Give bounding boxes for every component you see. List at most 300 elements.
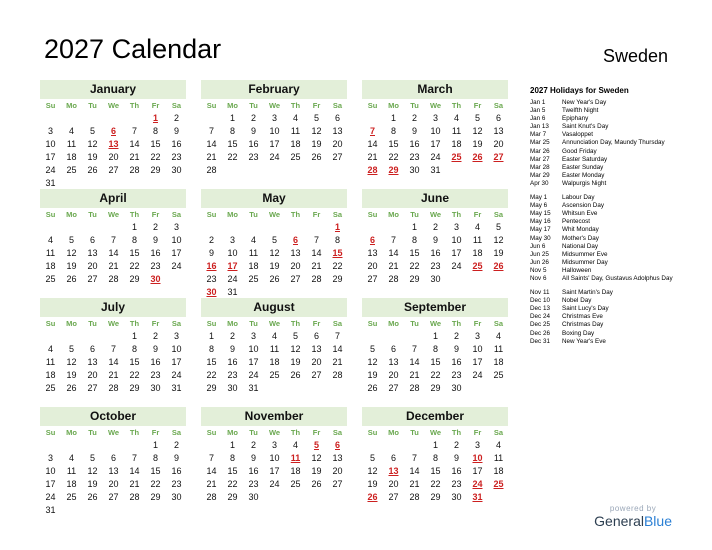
month-september <box>362 298 508 395</box>
day-cell: 21 <box>409 479 420 489</box>
day-cell: 13 <box>87 248 98 258</box>
day-cell: 12 <box>311 126 322 136</box>
day-cell: 29 <box>430 383 441 393</box>
day-cell: 21 <box>206 479 217 489</box>
day-cell: 2 <box>453 331 459 341</box>
day-cell: 9 <box>208 248 214 258</box>
day-cell: 9 <box>453 453 459 463</box>
holiday-day-cell: 26 <box>493 261 504 271</box>
holiday-date: Mar 25 <box>530 139 550 147</box>
day-cell: 15 <box>227 139 238 149</box>
holiday-date: Dec 26 <box>530 329 550 337</box>
day-cell: 31 <box>430 165 441 175</box>
day-cell: 7 <box>313 235 319 245</box>
day-cell: 21 <box>129 479 140 489</box>
day-cell: 26 <box>311 479 322 489</box>
day-cell: 5 <box>89 453 95 463</box>
weekday-label: Mo <box>388 319 399 328</box>
day-cell: 12 <box>367 466 378 476</box>
day-cell: 4 <box>495 331 501 341</box>
day-cell: 23 <box>171 152 182 162</box>
day-cell: 4 <box>271 331 277 341</box>
day-cell: 2 <box>229 331 235 341</box>
day-cell: 25 <box>45 274 56 284</box>
holiday-name: Walpurgis Night <box>562 179 607 187</box>
holiday-day-cell: 1 <box>152 113 158 123</box>
day-cell: 23 <box>248 479 259 489</box>
day-cell: 21 <box>388 261 399 271</box>
day-cell: 29 <box>150 165 161 175</box>
holiday-name: Saint Knut's Day <box>562 123 609 131</box>
day-cell: 24 <box>269 152 280 162</box>
weekday-label: Fr <box>151 101 160 110</box>
day-cell: 23 <box>171 479 182 489</box>
day-cell: 18 <box>45 261 56 271</box>
day-cell: 16 <box>430 248 441 258</box>
day-cell: 31 <box>45 505 56 515</box>
weekday-label: We <box>268 210 281 219</box>
day-cell: 5 <box>292 331 298 341</box>
day-cell: 3 <box>47 453 53 463</box>
weekday-label: Su <box>45 101 56 110</box>
day-cell: 12 <box>472 126 483 136</box>
day-grid <box>362 426 508 504</box>
day-cell: 17 <box>269 139 280 149</box>
empty-cell <box>264 221 285 234</box>
day-cell: 10 <box>171 344 182 354</box>
weekday-label: Su <box>45 319 56 328</box>
day-cell: 1 <box>152 440 158 450</box>
holiday-date: May 16 <box>530 218 551 226</box>
day-cell: 18 <box>45 370 56 380</box>
day-cell: 23 <box>451 479 462 489</box>
day-cell: 28 <box>129 165 140 175</box>
day-cell: 31 <box>171 383 182 393</box>
day-cell: 27 <box>87 383 98 393</box>
day-cell: 1 <box>390 113 396 123</box>
day-cell: 26 <box>87 165 98 175</box>
day-cell: 29 <box>206 383 217 393</box>
weekday-label: Th <box>451 210 462 219</box>
day-cell: 26 <box>290 370 301 380</box>
day-cell: 30 <box>248 492 259 502</box>
empty-cell <box>61 112 82 125</box>
empty-cell <box>222 221 243 234</box>
holiday-name: Epiphany <box>562 115 589 123</box>
weekday-label: Sa <box>493 210 504 219</box>
weekday-label: Tu <box>410 428 419 437</box>
day-cell: 11 <box>269 344 280 354</box>
weekday-label: Mo <box>227 101 238 110</box>
weekday-label: Sa <box>493 319 504 328</box>
day-cell: 23 <box>430 261 441 271</box>
day-cell: 16 <box>171 466 182 476</box>
day-cell: 3 <box>474 331 480 341</box>
day-cell: 23 <box>409 152 420 162</box>
day-cell: 11 <box>45 248 56 258</box>
day-cell: 24 <box>171 370 182 380</box>
holiday-name: Easter Monday <box>562 171 605 179</box>
holiday-day-cell: 16 <box>206 261 217 271</box>
month-name: June <box>362 189 508 208</box>
empty-cell <box>201 439 222 452</box>
day-cell: 21 <box>311 261 322 271</box>
weekday-label: Su <box>367 319 378 328</box>
day-cell: 21 <box>367 152 378 162</box>
empty-cell <box>383 439 404 452</box>
day-cell: 22 <box>388 152 399 162</box>
day-cell: 10 <box>269 453 280 463</box>
holiday-name: Annunciation Day, Maundy Thursday <box>562 139 665 147</box>
weekday-label: Sa <box>171 319 182 328</box>
day-cell: 10 <box>472 344 483 354</box>
day-cell: 9 <box>229 344 235 354</box>
day-cell: 14 <box>206 139 217 149</box>
weekday-label: Su <box>45 210 56 219</box>
day-cell: 3 <box>173 331 179 341</box>
weekday-label: Mo <box>66 428 77 437</box>
day-cell: 16 <box>248 139 259 149</box>
weekday-label: Tu <box>410 101 419 110</box>
holiday-date: Nov 6 <box>530 274 547 282</box>
weekday-label: Sa <box>332 210 343 219</box>
day-cell: 17 <box>430 139 441 149</box>
holiday-day-cell: 6 <box>110 126 116 136</box>
day-grid <box>201 317 347 395</box>
day-cell: 13 <box>311 344 322 354</box>
day-cell: 5 <box>313 113 319 123</box>
month-november <box>201 407 347 504</box>
day-cell: 17 <box>451 248 462 258</box>
brand-name-blue: Blue <box>643 513 672 529</box>
day-cell: 15 <box>129 248 140 258</box>
day-cell: 20 <box>108 152 119 162</box>
day-cell: 12 <box>87 466 98 476</box>
day-cell: 5 <box>474 113 480 123</box>
day-cell: 7 <box>390 235 396 245</box>
month-june <box>362 189 508 286</box>
day-cell: 5 <box>271 235 277 245</box>
day-cell: 8 <box>208 344 214 354</box>
day-cell: 9 <box>250 453 256 463</box>
day-cell: 17 <box>472 466 483 476</box>
holiday-date: Jun 6 <box>530 242 546 250</box>
day-cell: 3 <box>453 222 459 232</box>
day-cell: 15 <box>129 357 140 367</box>
day-cell: 11 <box>451 126 462 136</box>
day-cell: 2 <box>250 440 256 450</box>
day-cell: 29 <box>129 383 140 393</box>
day-cell: 5 <box>369 344 375 354</box>
day-cell: 6 <box>313 331 319 341</box>
day-cell: 27 <box>87 274 98 284</box>
weekday-label: Sa <box>493 428 504 437</box>
weekday-label: Th <box>290 428 301 437</box>
day-cell: 27 <box>108 165 119 175</box>
month-name: September <box>362 298 508 317</box>
holiday-name: Good Friday <box>562 147 597 155</box>
empty-cell <box>124 439 145 452</box>
month-july <box>40 298 186 395</box>
day-cell: 15 <box>388 139 399 149</box>
day-cell: 7 <box>411 344 417 354</box>
day-cell: 25 <box>66 165 77 175</box>
day-cell: 24 <box>472 370 483 380</box>
weekday-label: Fr <box>473 101 482 110</box>
month-august <box>201 298 347 395</box>
day-cell: 20 <box>493 139 504 149</box>
empty-cell <box>61 330 82 343</box>
day-cell: 7 <box>131 453 137 463</box>
day-cell: 11 <box>290 126 301 136</box>
weekday-label: Su <box>206 101 217 110</box>
day-cell: 27 <box>332 152 343 162</box>
holiday-day-cell: 11 <box>290 453 301 463</box>
weekday-label: We <box>107 101 120 110</box>
day-cell: 16 <box>150 248 161 258</box>
day-cell: 14 <box>409 357 420 367</box>
weekday-label: We <box>268 428 281 437</box>
holiday-name: All Saints' Day, Gustavus Adolphus Day <box>562 274 673 282</box>
day-cell: 21 <box>332 357 343 367</box>
day-cell: 30 <box>171 165 182 175</box>
day-cell: 6 <box>390 453 396 463</box>
holiday-date: Mar 28 <box>530 163 550 171</box>
day-cell: 14 <box>311 248 322 258</box>
day-cell: 19 <box>472 139 483 149</box>
day-cell: 13 <box>332 453 343 463</box>
day-cell: 18 <box>493 357 504 367</box>
day-cell: 3 <box>173 222 179 232</box>
weekday-label: Fr <box>473 210 482 219</box>
holiday-name: Mother's Day <box>562 234 599 242</box>
day-cell: 7 <box>334 331 340 341</box>
day-cell: 18 <box>472 248 483 258</box>
day-cell: 2 <box>453 440 459 450</box>
holiday-name: New Year's Eve <box>562 337 606 345</box>
holiday-day-cell: 26 <box>472 152 483 162</box>
day-cell: 18 <box>493 466 504 476</box>
holiday-day-cell: 17 <box>227 261 238 271</box>
day-cell: 9 <box>250 126 256 136</box>
day-cell: 4 <box>292 440 298 450</box>
weekday-label: Sa <box>171 210 182 219</box>
holiday-name: Whit Monday <box>562 226 599 234</box>
day-cell: 15 <box>206 357 217 367</box>
empty-cell <box>404 330 425 343</box>
empty-cell <box>383 221 404 234</box>
day-cell: 12 <box>367 357 378 367</box>
day-cell: 26 <box>66 383 77 393</box>
holidays-title: 2027 Holidays for Sweden <box>530 86 629 95</box>
day-cell: 5 <box>89 126 95 136</box>
empty-cell <box>201 221 222 234</box>
day-cell: 10 <box>430 126 441 136</box>
day-cell: 4 <box>250 235 256 245</box>
day-cell: 8 <box>432 453 438 463</box>
holiday-name: Easter Sunday <box>562 163 604 171</box>
day-cell: 26 <box>269 274 280 284</box>
weekday-label: We <box>429 210 442 219</box>
empty-cell <box>362 330 383 343</box>
day-cell: 17 <box>248 357 259 367</box>
day-cell: 3 <box>271 440 277 450</box>
day-cell: 31 <box>248 383 259 393</box>
day-cell: 22 <box>430 370 441 380</box>
day-grid <box>201 426 347 504</box>
day-cell: 3 <box>47 126 53 136</box>
day-cell: 25 <box>290 479 301 489</box>
holiday-date: Jun 25 <box>530 250 549 258</box>
day-cell: 24 <box>171 261 182 271</box>
weekday-label: Fr <box>151 319 160 328</box>
day-cell: 8 <box>152 126 158 136</box>
day-cell: 28 <box>129 492 140 502</box>
day-cell: 7 <box>110 235 116 245</box>
day-cell: 14 <box>206 466 217 476</box>
day-cell: 22 <box>409 261 420 271</box>
weekday-label: Tu <box>88 101 97 110</box>
weekday-label: Th <box>451 428 462 437</box>
holiday-date: May 6 <box>530 202 548 210</box>
weekday-label: Su <box>206 428 217 437</box>
day-cell: 28 <box>332 370 343 380</box>
day-cell: 19 <box>367 370 378 380</box>
day-cell: 25 <box>269 370 280 380</box>
month-name: February <box>201 80 347 99</box>
month-name: November <box>201 407 347 426</box>
day-cell: 19 <box>87 152 98 162</box>
holiday-day-cell: 10 <box>472 453 483 463</box>
weekday-label: We <box>268 101 281 110</box>
day-cell: 20 <box>388 479 399 489</box>
day-cell: 5 <box>369 453 375 463</box>
holiday-date: Mar 7 <box>530 131 547 139</box>
day-cell: 1 <box>208 331 214 341</box>
day-cell: 20 <box>332 139 343 149</box>
day-cell: 29 <box>332 274 343 284</box>
day-cell: 1 <box>411 222 417 232</box>
weekday-label: Th <box>451 319 462 328</box>
day-cell: 21 <box>129 152 140 162</box>
empty-cell <box>82 439 103 452</box>
day-cell: 15 <box>150 466 161 476</box>
day-cell: 30 <box>150 383 161 393</box>
holiday-day-cell: 29 <box>388 165 399 175</box>
holiday-date: Apr 30 <box>530 179 549 187</box>
day-cell: 2 <box>152 331 158 341</box>
empty-cell <box>103 330 124 343</box>
holiday-day-cell: 30 <box>150 274 161 284</box>
day-grid <box>40 99 186 190</box>
holidays-list <box>530 99 706 346</box>
weekday-label: Tu <box>88 319 97 328</box>
day-cell: 24 <box>227 274 238 284</box>
day-cell: 12 <box>290 344 301 354</box>
empty-cell <box>82 330 103 343</box>
day-cell: 16 <box>451 357 462 367</box>
weekday-label: Su <box>206 319 217 328</box>
day-cell: 23 <box>227 370 238 380</box>
month-february <box>201 80 347 177</box>
month-april <box>40 189 186 286</box>
empty-cell <box>82 112 103 125</box>
holiday-day-cell: 6 <box>369 235 375 245</box>
day-cell: 11 <box>493 344 504 354</box>
day-cell: 28 <box>409 383 420 393</box>
day-cell: 17 <box>472 357 483 367</box>
weekday-label: Su <box>367 428 378 437</box>
day-cell: 11 <box>493 453 504 463</box>
month-name: April <box>40 189 186 208</box>
day-cell: 30 <box>451 492 462 502</box>
day-cell: 1 <box>432 440 438 450</box>
holiday-day-cell: 26 <box>367 492 378 502</box>
weekday-label: Mo <box>227 319 238 328</box>
day-cell: 27 <box>367 274 378 284</box>
day-cell: 30 <box>171 492 182 502</box>
day-cell: 28 <box>311 274 322 284</box>
day-cell: 19 <box>311 139 322 149</box>
day-cell: 15 <box>430 357 441 367</box>
weekday-label: Tu <box>88 210 97 219</box>
weekday-label: Th <box>290 319 301 328</box>
day-cell: 16 <box>227 357 238 367</box>
day-grid <box>362 99 508 177</box>
day-cell: 8 <box>432 344 438 354</box>
day-cell: 14 <box>108 248 119 258</box>
day-cell: 4 <box>47 344 53 354</box>
day-cell: 30 <box>451 383 462 393</box>
weekday-label: Fr <box>473 319 482 328</box>
holiday-day-cell: 1 <box>334 222 340 232</box>
holiday-name: Nobel Day <box>562 297 592 305</box>
holiday-name: Christmas Eve <box>562 313 603 321</box>
weekday-label: Th <box>129 428 140 437</box>
empty-cell <box>285 221 306 234</box>
weekday-label: Mo <box>66 319 77 328</box>
day-cell: 9 <box>173 126 179 136</box>
holiday-date: Mar 27 <box>530 155 550 163</box>
month-may <box>201 189 347 299</box>
day-cell: 30 <box>430 274 441 284</box>
day-cell: 7 <box>131 126 137 136</box>
day-cell: 24 <box>269 479 280 489</box>
day-cell: 27 <box>388 383 399 393</box>
day-cell: 2 <box>411 113 417 123</box>
day-cell: 7 <box>411 453 417 463</box>
day-cell: 27 <box>388 492 399 502</box>
brand-logo <box>594 504 672 529</box>
day-cell: 22 <box>430 479 441 489</box>
holiday-name: Midsummer Day <box>562 258 608 266</box>
weekday-label: Su <box>45 428 56 437</box>
day-grid <box>362 208 508 286</box>
day-cell: 8 <box>131 235 137 245</box>
day-cell: 29 <box>430 492 441 502</box>
day-cell: 13 <box>367 248 378 258</box>
holiday-name: Ascension Day <box>562 202 604 210</box>
empty-cell <box>40 330 61 343</box>
day-cell: 29 <box>227 492 238 502</box>
day-cell: 16 <box>150 357 161 367</box>
holiday-date: Dec 24 <box>530 313 550 321</box>
weekday-label: Fr <box>151 210 160 219</box>
day-cell: 23 <box>206 274 217 284</box>
empty-cell <box>383 330 404 343</box>
day-cell: 19 <box>66 370 77 380</box>
weekday-label: We <box>107 319 120 328</box>
